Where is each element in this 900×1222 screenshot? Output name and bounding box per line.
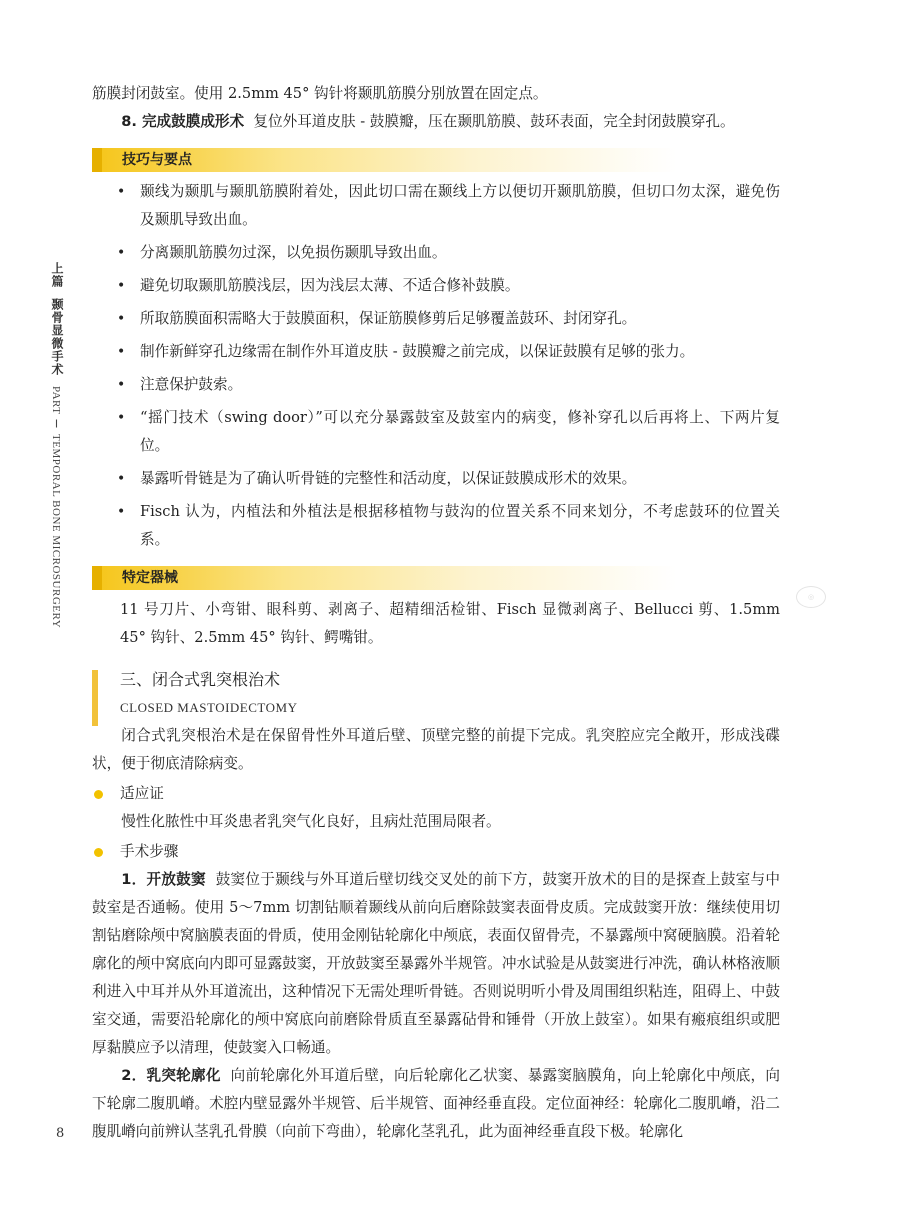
indication-heading [92,780,780,808]
bullet-icon: • [117,184,126,200]
list-item [92,498,780,554]
section-title-en: CLOSED MASTOIDECTOMY [120,700,298,715]
section-accent-bar [92,670,98,726]
instruments-text: 11 号刀片、小弯钳、眼科剪、剥离子、超精细活检钳、Fisch 显微剥离子、Bellucci 剪、1.5mm 45° 钩针、2.5mm 45° 钩针、鳄嘴钳。 [120,601,780,646]
step8-title: 8. 完成鼓膜成形术 [121,113,245,130]
sidebar-part-en: PART Ⅰ TEMPORAL BONE MICROSURGERY [50,386,62,629]
page-number: 8 [56,1126,65,1141]
list-item [92,239,780,267]
bullet-icon: • [117,471,126,487]
steps-heading [92,838,780,866]
step1-text: 鼓窦位于颞线与外耳道后壁切线交叉处的前下方，鼓窦开放术的目的是探查上鼓室与中鼓室是否通畅。使用 5～7mm 切割钻顺着颞线从前向后磨除鼓窦表面骨皮质。完成鼓窦开放：继续使用切割钻磨除颅中窝脑膜表面的骨质，使用金刚钻轮廓化中颅底，表面仅留骨壳，不暴露颅中窝硬脑膜。沿着轮廓化的颅中窝底向内即可显露鼓窦，开放鼓窦至暴露外半规管。冲水试验是从鼓窦进行冲洗，确认林格液顺利进入中耳并从外耳道流出，这种情况下无需处理听骨链。否则说明听小骨及周围组织粘连，阻碍上、中鼓室交通，需要沿轮廓化的颅中窝底向前磨除骨质直至暴露砧骨和锤骨（开放上鼓室）。如果有瘢痕组织或肥厚黏膜应予以清理，使鼓窦入口畅通。 [92,871,780,1056]
steps-label: 手术步骤 [120,843,179,860]
tips-header-label: 技巧与要点 [122,152,192,168]
tip-text: 暴露听骨链是为了确认听骨链的完整性和活动度，以保证鼓膜成形术的效果。 [140,470,637,487]
bullet-icon: • [117,377,126,393]
instruments-header [92,566,780,590]
list-item [92,178,780,234]
step1-paragraph [92,866,780,1062]
bullet-icon: • [117,344,126,360]
list-item [92,338,780,366]
step8-text: 复位外耳道皮肤 - 鼓膜瓣，压在颞肌筋膜、鼓环表面，完全封闭鼓膜穿孔。 [253,113,735,130]
watermark-icon: ◎ [796,586,826,608]
tip-text: 避免切取颞肌筋膜浅层，因为浅层太薄、不适合修补鼓膜。 [140,277,520,294]
list-item [92,272,780,300]
tips-list [92,178,780,554]
tip-text: 分离颞肌筋膜勿过深，以免损伤颞肌导致出血。 [140,244,447,261]
list-item [92,404,780,460]
tip-text: Fisch 认为，内植法和外植法是根据移植物与鼓沟的位置关系不同来划分，不考虑鼓环的位置关系。 [140,503,780,548]
bullet-icon: • [117,278,126,294]
tip-text: 注意保护鼓索。 [140,376,243,393]
tip-text: 制作新鲜穿孔边缘需在制作外耳道皮肤 - 鼓膜瓣之前完成，以保证鼓膜有足够的张力。 [140,343,695,360]
instruments-header-label: 特定器械 [122,570,178,586]
step2-paragraph [92,1062,780,1146]
section-intro: 闭合式乳突根治术是在保留骨性外耳道后壁、顶壁完整的前提下完成。乳突腔应完全敞开，形成浅碟状，便于彻底清除病变。 [92,727,780,772]
bullet-icon: • [117,504,126,520]
main-content [92,80,780,1146]
list-item [92,305,780,333]
tip-text: 颞线为颞肌与颞肌筋膜附着处，因此切口需在颞线上方以便切开颞肌筋膜，但切口勿太深，避免伤及颞肌导致出血。 [140,183,780,228]
section-heading [92,666,780,722]
tip-text: 所取筋膜面积需略大于鼓膜面积，保证筋膜修剪后足够覆盖鼓环、封闭穿孔。 [140,310,637,327]
tips-header [92,148,780,172]
sidebar-running-head [50,262,70,628]
intro-line: 筋膜封闭鼓室。使用 2.5mm 45° 钩针将颞肌筋膜分别放置在固定点。 [92,85,548,102]
sidebar-part-cn: 上篇 [50,262,64,288]
bullet-dot-icon [94,848,103,857]
step8-paragraph [92,108,780,136]
bullet-icon: • [117,245,126,261]
bullet-icon: • [117,410,126,426]
section-title: 三、闭合式乳突根治术 [120,670,281,689]
list-item [92,465,780,493]
bullet-icon: • [117,311,126,327]
list-item [92,371,780,399]
bullet-dot-icon [94,790,103,799]
step1-title: 1．开放鼓窦 [121,871,206,888]
tip-text: “摇门技术（swing door）”可以充分暴露鼓室及鼓室内的病变，修补穿孔以后再将上、下两片复位。 [140,409,780,454]
indication-text: 慢性化脓性中耳炎患者乳突气化良好，且病灶范围局限者。 [121,813,501,830]
sidebar-subject-cn: 颞骨显微手术 [50,298,64,376]
step2-text: 向前轮廓化外耳道后壁，向后轮廓化乙状窦、暴露窦脑膜角，向上轮廓化中颅底，向下轮廓二腹肌嵴。术腔内壁显露外半规管、后半规管、面神经垂直段。定位面神经：轮廓化二腹肌嵴，沿二腹肌嵴向前辨认茎乳孔骨膜（向前下弯曲），轮廓化茎乳孔，此为面神经垂直段下极。轮廓化 [92,1067,780,1140]
indication-label: 适应证 [120,785,164,802]
step2-title: 2．乳突轮廓化 [121,1067,221,1084]
